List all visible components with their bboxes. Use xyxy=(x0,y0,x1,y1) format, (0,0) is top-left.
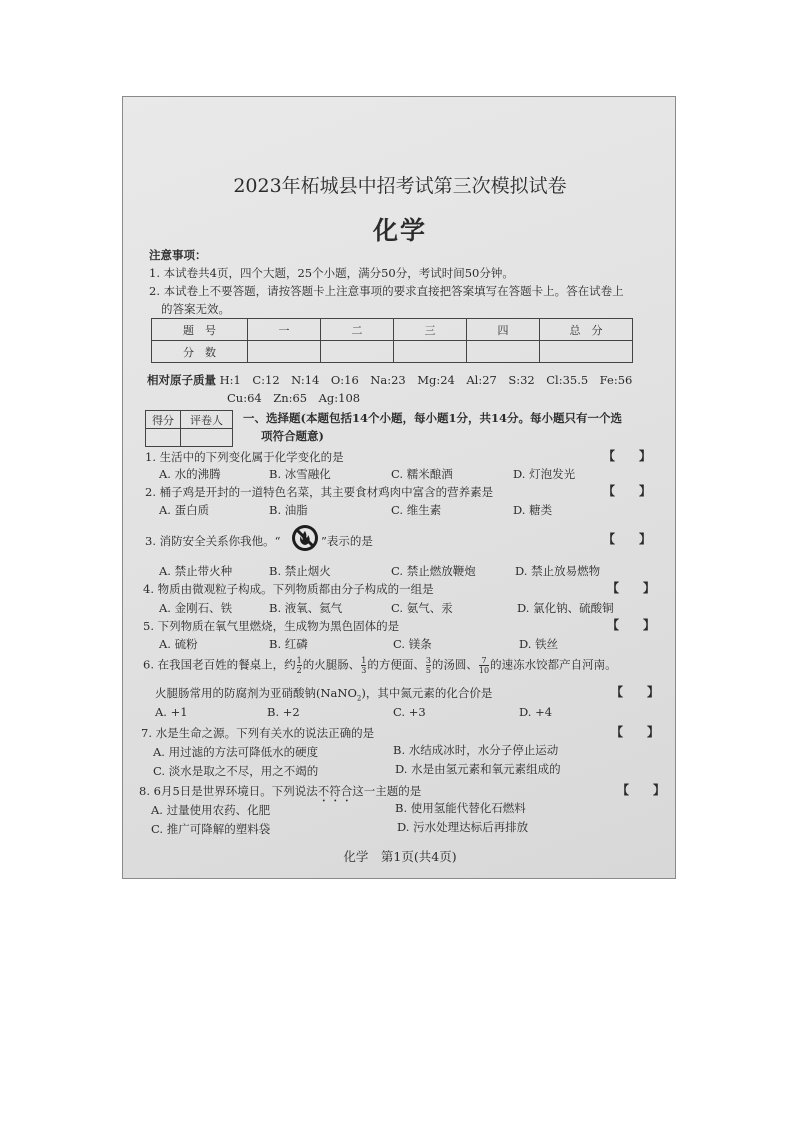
q6-fraction-1-den: 2 xyxy=(296,666,302,675)
q7-option-b: B. 水结成冰时，水分子停止运动 xyxy=(393,743,559,757)
score-cell xyxy=(540,341,633,363)
q6-fraction-1-num: 1 xyxy=(296,656,302,665)
score-header-1: 一 xyxy=(248,319,321,341)
section-1-heading-cont: 项符合题意) xyxy=(261,429,324,443)
score-header-total: 总 分 xyxy=(540,319,633,341)
q6-fraction-4 xyxy=(479,656,489,675)
q5-option-a: A. 硫粉 xyxy=(159,637,198,651)
atomic-mass-line-1 xyxy=(147,372,632,388)
q6-option-d: D. +4 xyxy=(519,705,553,719)
q6-option-a: A. +1 xyxy=(155,705,188,719)
q3-stem-start: 3. 消防安全关系你我他。“ xyxy=(145,534,281,548)
q6-text-1: 6. 在我国老百姓的餐桌上，约 xyxy=(143,657,296,672)
notice-heading: 注意事项： xyxy=(149,248,207,262)
q4-option-c: C. 氨气、汞 xyxy=(391,601,453,615)
score-header-2: 二 xyxy=(321,319,394,341)
q1-option-a: A. 水的沸腾 xyxy=(159,467,221,481)
q6-text-2: 的火腿肠、 xyxy=(302,657,361,672)
grader-cell xyxy=(181,429,233,447)
q2-option-a: A. 蛋白质 xyxy=(159,503,210,517)
q6-fraction-4-den: 10 xyxy=(478,666,490,675)
score-header-4: 四 xyxy=(467,319,540,341)
score-header-3: 三 xyxy=(394,319,467,341)
q6-stem-line-2 xyxy=(155,685,492,702)
q6-line2-text-b: )，其中氮元素的化合价是 xyxy=(361,686,493,700)
q5-answer-bracket: 【 】 xyxy=(607,618,656,632)
score-row-label: 分 数 xyxy=(152,341,248,363)
score-cell xyxy=(467,341,540,363)
no-fire-sign-icon xyxy=(291,524,319,552)
page-footer: 化学 第1页(共4页) xyxy=(343,849,457,864)
q1-stem: 1. 生活中的下列变化属于化学变化的是 xyxy=(145,450,344,464)
exam-title: 2023年柘城县中招考试第三次模拟试卷 xyxy=(233,175,567,197)
q3-option-c: C. 禁止燃放鞭炮 xyxy=(391,564,476,578)
q2-option-c: C. 维生素 xyxy=(391,503,442,517)
q5-option-c: C. 镁条 xyxy=(393,637,432,651)
q2-stem: 2. 桶子鸡是开封的一道特色名菜，其主要食材鸡肉中富含的营养素是 xyxy=(145,485,494,499)
q6-answer-bracket: 【 】 xyxy=(611,685,660,699)
q3-option-d: D. 禁止放易燃物 xyxy=(515,564,601,578)
q2-option-d: D. 糖类 xyxy=(513,503,553,517)
q6-stem-line-1 xyxy=(143,656,617,675)
q6-line2-text-a: 火腿肠常用的防腐剂为亚硝酸钠(NaNO xyxy=(155,686,357,700)
q8-option-c: C. 推广可降解的塑料袋 xyxy=(151,822,271,836)
grader-cell xyxy=(146,429,181,447)
q1-option-b: B. 冰雪融化 xyxy=(269,467,331,481)
q8-option-a: A. 过量使用农药、化肥 xyxy=(151,803,271,817)
q8-stem-start: 8. 6月5日是世界环境日。下列说法 xyxy=(139,784,318,798)
q1-option-c: C. 糯米酿酒 xyxy=(391,467,453,481)
q6-line2-subscript: 2 xyxy=(356,694,362,703)
q7-option-d: D. 水是由氢元素和氧元素组成的 xyxy=(395,762,561,776)
q5-stem: 5. 下列物质在氧气里燃烧，生成物为黑色固体的是 xyxy=(143,619,400,633)
q3-answer-bracket: 【 】 xyxy=(603,532,652,546)
q6-fraction-3 xyxy=(426,656,431,675)
q7-option-c: C. 淡水是取之不尽，用之不竭的 xyxy=(153,764,319,778)
q8-option-b: B. 使用氢能代替化石燃料 xyxy=(395,801,526,815)
exam-paper xyxy=(122,96,676,879)
q8-option-d: D. 污水处理达标后再排放 xyxy=(397,820,529,834)
notice-item-3: 的答案无效。 xyxy=(161,302,230,316)
q6-text-5: 的速冻水饺都产自河南。 xyxy=(490,657,617,672)
q6-option-b: B. +2 xyxy=(267,705,300,719)
q1-answer-bracket: 【 】 xyxy=(603,449,652,463)
score-header-label: 题 号 xyxy=(152,319,248,341)
q4-stem: 4. 物质由微观粒子构成。下列物质都由分子构成的一组是 xyxy=(143,582,434,596)
section-1-heading: 一、选择题(本题包括14个小题，每小题1分，共14分。每小题只有一个选 xyxy=(243,411,622,425)
score-cell xyxy=(248,341,321,363)
q4-option-b: B. 液氧、氦气 xyxy=(269,601,343,615)
q6-fraction-3-den: 5 xyxy=(425,666,431,675)
q8-stem-emphasis: 不符合 xyxy=(317,784,353,798)
q8-answer-bracket: 【 】 xyxy=(617,783,666,797)
q6-text-4: 的汤圆、 xyxy=(431,657,478,672)
q6-option-c: C. +3 xyxy=(393,705,426,719)
q4-option-d: D. 氯化钠、硫酸铜 xyxy=(517,601,614,615)
grader-table xyxy=(145,410,233,447)
q5-option-d: D. 铁丝 xyxy=(519,637,559,651)
q3-option-b: B. 禁止烟火 xyxy=(269,564,331,578)
score-cell xyxy=(321,341,394,363)
q6-fraction-2-den: 3 xyxy=(361,666,367,675)
q6-fraction-1 xyxy=(297,656,302,675)
q1-option-d: D. 灯泡发光 xyxy=(513,467,576,481)
atomic-mass-line-2: Cu:64 Zn:65 Ag:108 xyxy=(227,391,361,405)
atomic-mass-label: 相对原子质量 xyxy=(147,373,216,387)
q6-fraction-3-num: 3 xyxy=(425,656,431,665)
q6-fraction-2 xyxy=(361,656,366,675)
q8-stem-end: 这一主题的是 xyxy=(352,784,422,798)
q7-answer-bracket: 【 】 xyxy=(611,725,660,739)
grader-score-label: 得分 xyxy=(146,411,181,429)
q6-fraction-4-num: 7 xyxy=(479,656,489,666)
q2-answer-bracket: 【 】 xyxy=(603,484,652,498)
q5-option-b: B. 红磷 xyxy=(269,637,308,651)
q4-option-a: A. 金刚石、铁 xyxy=(159,601,233,615)
q3-stem-end: ”表示的是 xyxy=(321,534,373,548)
q7-option-a: A. 用过滤的方法可降低水的硬度 xyxy=(153,745,319,759)
q7-stem: 7. 水是生命之源。下列有关水的说法正确的是 xyxy=(141,726,375,740)
q6-fraction-2-num: 1 xyxy=(361,656,367,665)
q3-option-a: A. 禁止带火种 xyxy=(159,564,233,578)
notice-item-2: 2. 本试卷上不要答题，请按答题卡上注意事项的要求直接把答案填写在答题卡上。答在试卷上 xyxy=(149,284,624,298)
notice-item-1: 1. 本试卷共4页，四个大题，25个小题，满分50分，考试时间50分钟。 xyxy=(149,266,514,280)
grader-reviewer-label: 评卷人 xyxy=(181,411,233,429)
score-cell xyxy=(394,341,467,363)
q2-option-b: B. 油脂 xyxy=(269,503,308,517)
atomic-mass-values-1: H:1 C:12 N:14 O:16 Na:23 Mg:24 Al:27 S:32 Cl:35.5 Fe:56 xyxy=(219,373,633,387)
subject-title: 化学 xyxy=(372,216,427,245)
score-table xyxy=(151,318,633,363)
q4-answer-bracket: 【 】 xyxy=(607,581,656,595)
q6-text-3: 的方便面、 xyxy=(367,657,425,672)
